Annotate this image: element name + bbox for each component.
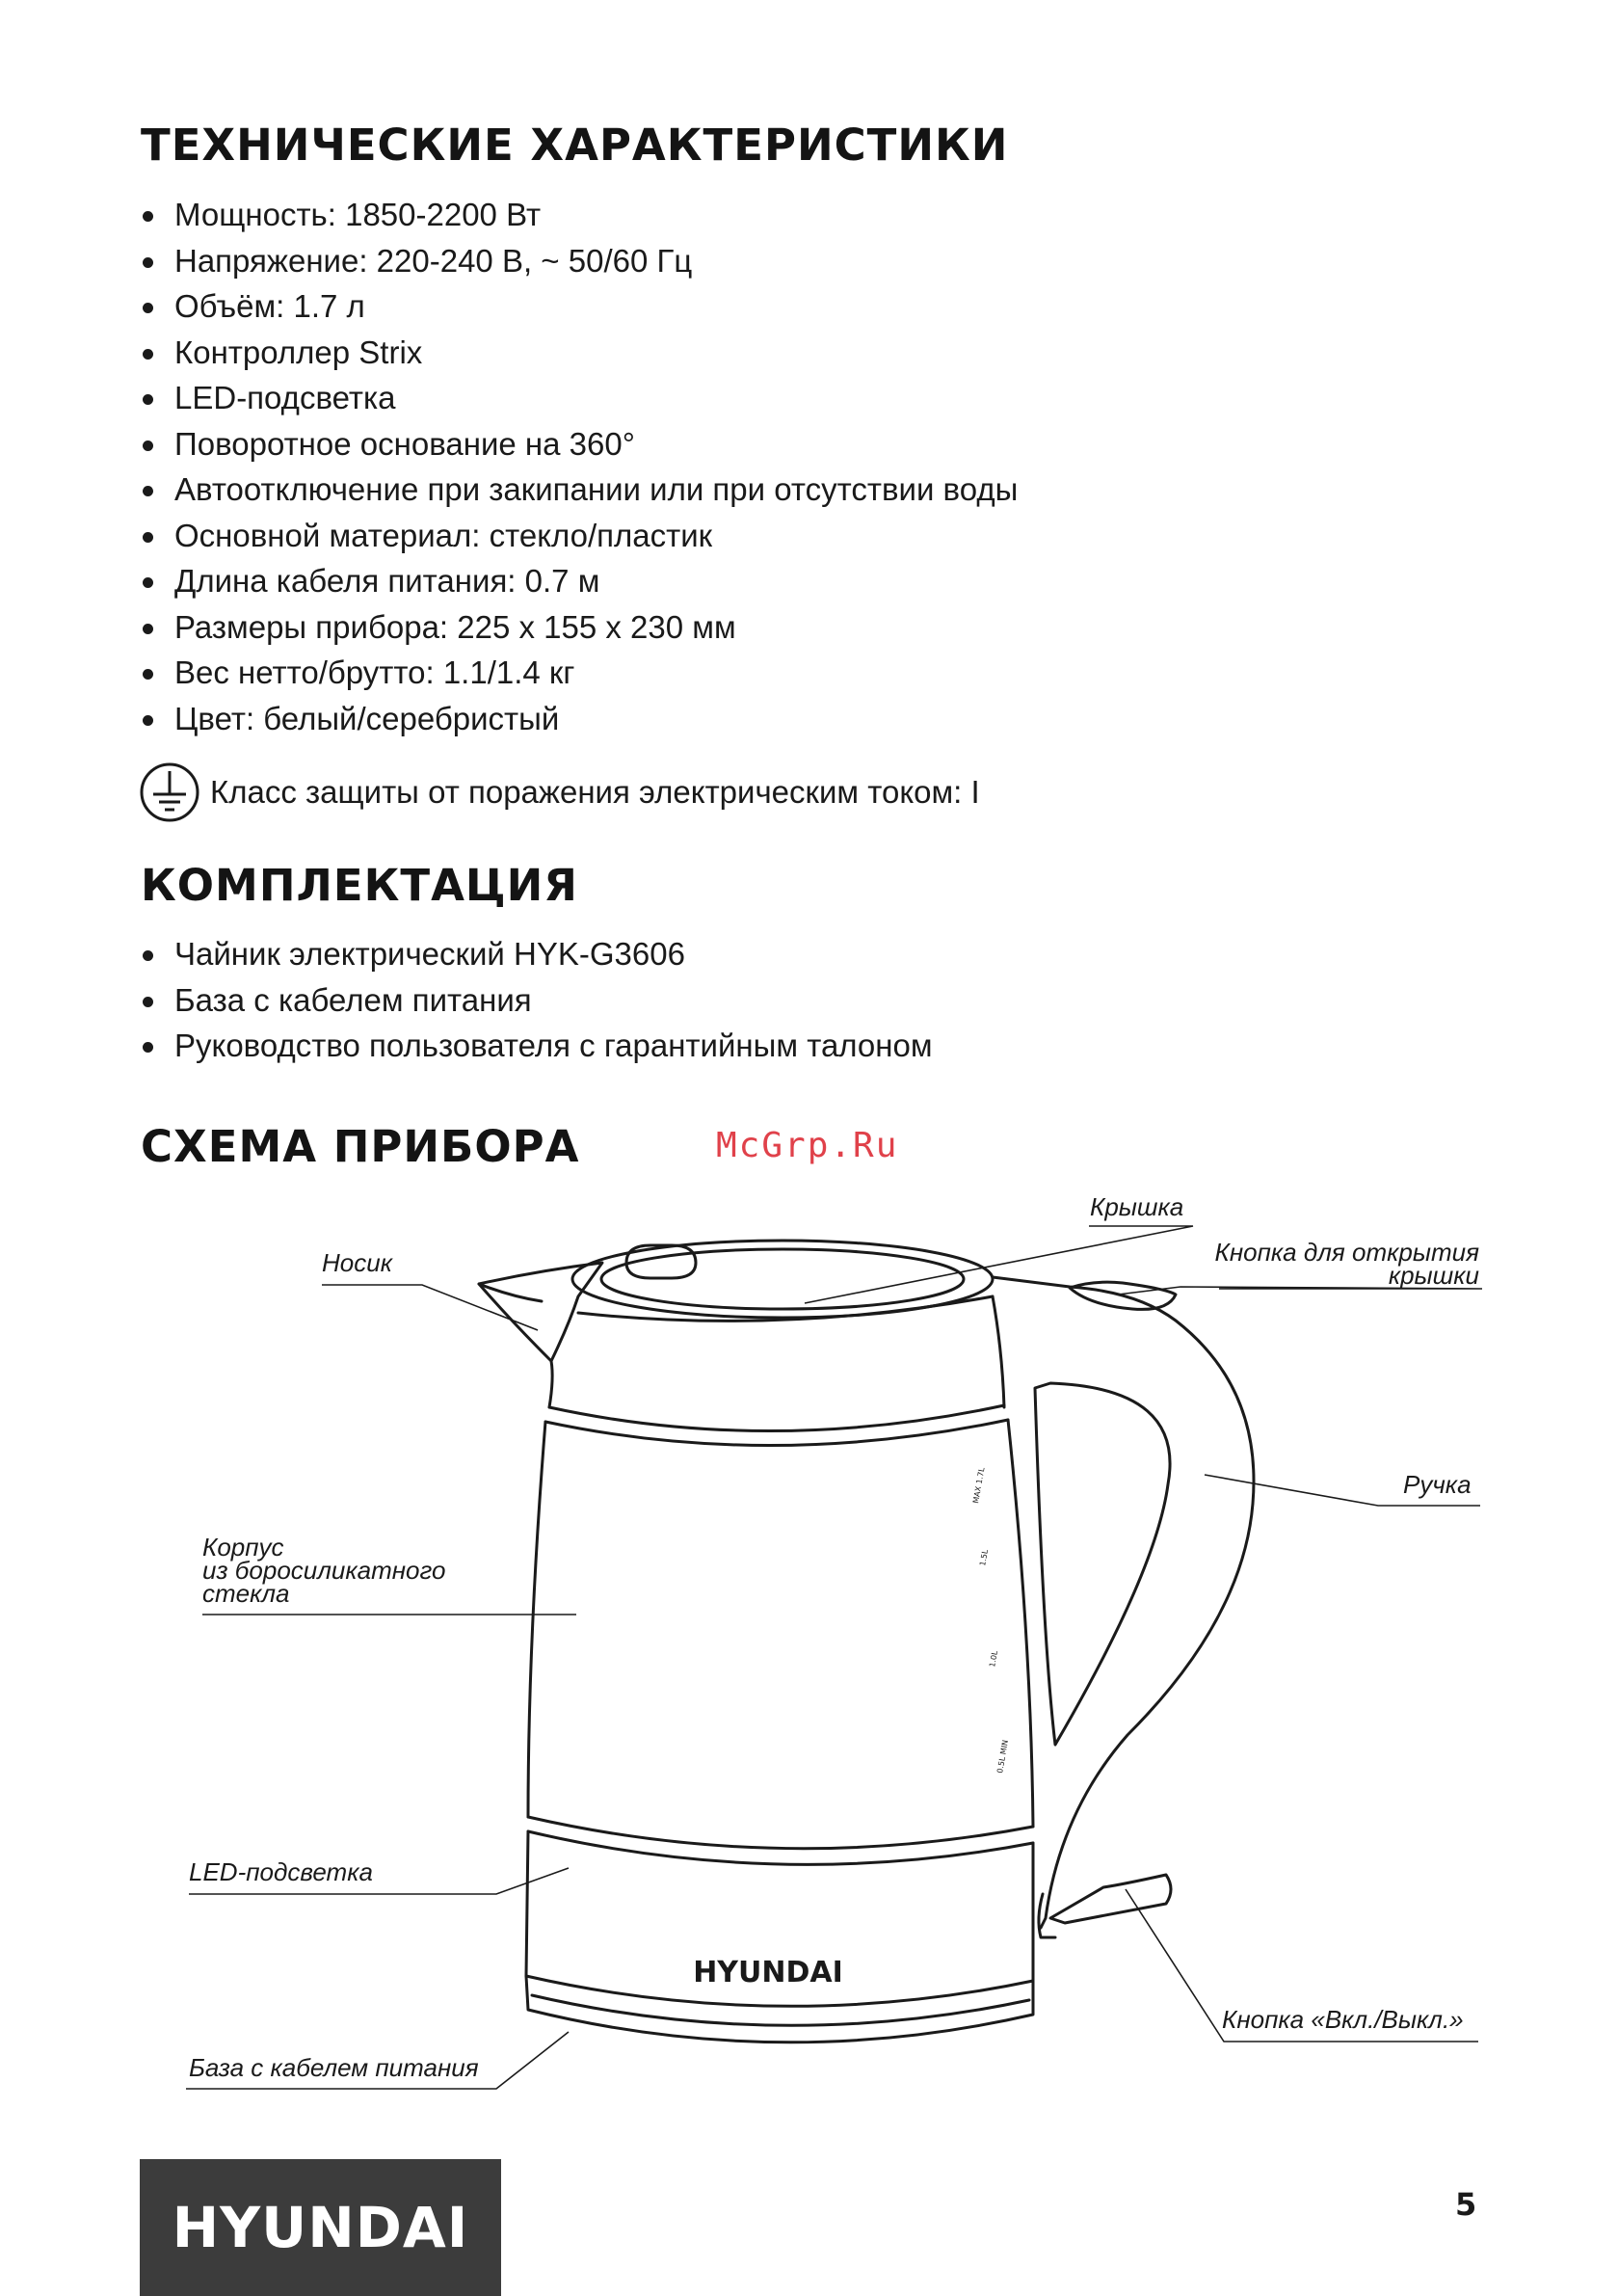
spec-item: Размеры прибора: 225 х 155 х 230 мм <box>141 604 1018 651</box>
spec-item: LED-подсветка <box>141 375 1018 421</box>
package-list <box>141 931 933 1069</box>
specs-list <box>141 192 1018 741</box>
footer-brand-text: HYUNDAI <box>172 2195 469 2260</box>
power-switch <box>1050 1875 1171 1923</box>
spec-item: Поворотное основание на 360° <box>141 421 1018 467</box>
handle-inner <box>1035 1383 1170 1745</box>
label-handle: Ручка <box>1403 1470 1472 1499</box>
collar-bottom-2 <box>545 1420 1008 1446</box>
watermark: McGrp.Ru <box>716 1126 899 1165</box>
label-body-line2: из боросиликатного <box>202 1556 446 1585</box>
label-base: База с кабелем питания <box>189 2053 479 2082</box>
collar-right <box>993 1296 1004 1407</box>
label-led: LED-подсветка <box>189 1857 373 1886</box>
label-spout: Носик <box>322 1248 392 1277</box>
base-inner-line <box>532 1995 1029 2025</box>
collar-bottom-1 <box>549 1405 1004 1431</box>
label-switch: Кнопка «Вкл./Выкл.» <box>1222 2005 1464 2034</box>
package-item: База с кабелем питания <box>141 977 933 1024</box>
spec-item: Мощность: 1850-2200 Вт <box>141 192 1018 238</box>
label-body-line1: Корпус <box>202 1533 284 1562</box>
label-body-line3: стекла <box>202 1579 290 1608</box>
page-number: 5 <box>1455 2186 1477 2223</box>
package-item: Руководство пользователя с гарантийным талоном <box>141 1023 933 1069</box>
footer-brand-logo <box>140 2159 501 2296</box>
scale-mark-min: 0.5L MIN <box>995 1739 1011 1775</box>
kettle-brand-text: HYUNDAI <box>693 1956 843 1989</box>
kettle-spout <box>479 1263 602 1361</box>
specs-title: ТЕХНИЧЕСКИЕ ХАРАКТЕРИСТИКИ <box>141 120 1009 171</box>
label-lid-button-line2: крышки <box>1388 1261 1479 1290</box>
package-item: Чайник электрический HYK-G3606 <box>141 931 933 977</box>
diagram-title: СХЕМА ПРИБОРА <box>141 1121 580 1172</box>
ground-symbol-icon <box>139 761 200 823</box>
scale-mark-1-0: 1.0L <box>988 1649 999 1669</box>
spec-item: Контроллер Strix <box>141 330 1018 376</box>
protection-class-text: Класс защиты от поражения электрическим током: I <box>210 774 980 810</box>
collar-left <box>549 1361 552 1407</box>
label-lid-button-line1: Кнопка для открытия <box>1214 1238 1479 1267</box>
spec-item: Цвет: белый/серебристый <box>141 696 1018 742</box>
package-title: КОМПЛЕКТАЦИЯ <box>141 860 578 911</box>
body-left-edge <box>528 1422 545 1817</box>
spec-item: Напряжение: 220-240 В, ~ 50/60 Гц <box>141 238 1018 284</box>
handle-outer <box>993 1277 1254 1928</box>
leader-lid <box>805 1226 1193 1303</box>
scale-mark-1-5: 1.5L <box>978 1548 990 1567</box>
spec-item: Вес нетто/брутто: 1.1/1.4 кг <box>141 650 1018 696</box>
spec-item: Объём: 1.7 л <box>141 283 1018 330</box>
spec-item: Основной материал: стекло/пластик <box>141 513 1018 559</box>
spec-item: Длина кабеля питания: 0.7 м <box>141 558 1018 604</box>
body-right-edge <box>1008 1420 1033 1827</box>
spec-item: Автоотключение при закипании или при отсутствии воды <box>141 467 1018 513</box>
led-ring-top <box>528 1817 1033 1849</box>
scale-mark-max: MAX 1.7L <box>971 1466 987 1505</box>
protection-class-row <box>139 761 980 823</box>
label-lid: Крышка <box>1090 1192 1184 1221</box>
lower-left-edge <box>526 1831 528 1976</box>
kettle-diagram <box>0 1157 1618 2140</box>
